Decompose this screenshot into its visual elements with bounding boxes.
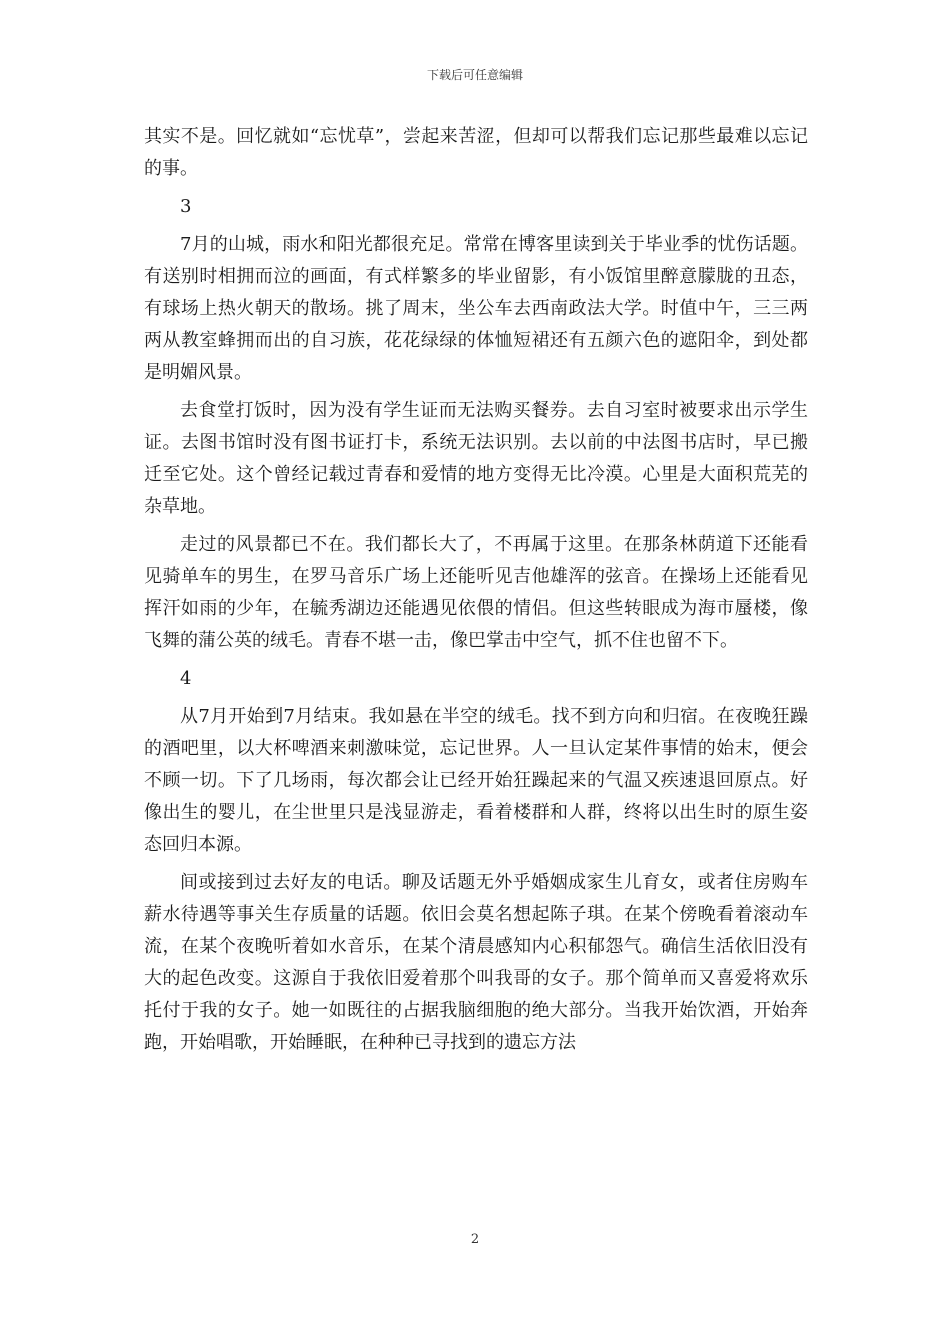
paragraph: 7月的山城，雨水和阳光都很充足。常常在博客里读到关于毕业季的忧伤话题。有送别时相拥而泣的画面，有式样繁多的毕业留影，有小饭馆里醉意朦胧的丑态，有球场上热火朝天的散场。挑了周末，坐公车去西南政法大学。时值中午，三三两两从教室蜂拥而出的自习族，花花绿绿的体恤短裙还有五颜六色的遮阳伞，到处都是明媚风景。 [144,234,808,383]
paragraph-continued: 其实不是。回忆就如“忘忧草”，尝起来苦涩，但却可以帮我们忘记那些最难以忘记的事。 [144,126,808,179]
paragraph: 从7月开始到7月结束。我如悬在半空的绒毛。找不到方向和归宿。在夜晚狂躁的酒吧里，以大杯啤酒来刺激味觉，忘记世界。人一旦认定某件事情的始末，便会不顾一切。下了几场雨，每次都会让已经开始狂躁起来的气温又疾速退回原点。好像出生的婴儿，在尘世里只是浅显游走，看着楼群和人群，终将以出生时的原生姿态回归本源。 [144,706,808,855]
paragraph: 走过的风景都已不在。我们都长大了，不再属于这里。在那条林荫道下还能看见骑单车的男生，在罗马音乐广场上还能听见吉他雄浑的弦音。在操场上还能看见挥汗如雨的少年，在毓秀湖边还能遇见依偎的情侣。但这些转眼成为海市蜃楼，像飞舞的蒲公英的绒毛。青春不堪一击，像巴掌击中空气，抓不住也留不下。 [144,534,808,651]
page-header: 下载后可任意编辑 [426,68,523,82]
section-number: 3 [180,196,192,217]
document-body [144,121,808,1065]
page-number: 2 [470,1232,480,1247]
section-number: 4 [180,668,192,689]
paragraph: 去食堂打饭时，因为没有学生证而无法购买餐券。去自习室时被要求出示学生证。去图书馆时没有图书证打卡，系统无法识别。去以前的中法图书店时，早已搬迁至它处。这个曾经记载过青春和爱情的地方变得无比冷漠。心里是大面积荒芜的杂草地。 [144,400,808,517]
paragraph: 间或接到过去好友的电话。聊及话题无外乎婚姻成家生儿育女，或者住房购车薪水待遇等事关生存质量的话题。依旧会莫名想起陈子琪。在某个傍晚看着滚动车流，在某个夜晚听着如水音乐，在某个清晨感知内心积郁怨气。确信生活依旧没有大的起色改变。这源自于我依旧爱着那个叫我哥的女子。那个简单而又喜爱将欢乐托付于我的女子。她一如既往的占据我脑细胞的绝大部分。当我开始饮酒，开始奔跑，开始唱歌，开始睡眠，在种种已寻找到的遗忘方法 [144,872,808,1053]
